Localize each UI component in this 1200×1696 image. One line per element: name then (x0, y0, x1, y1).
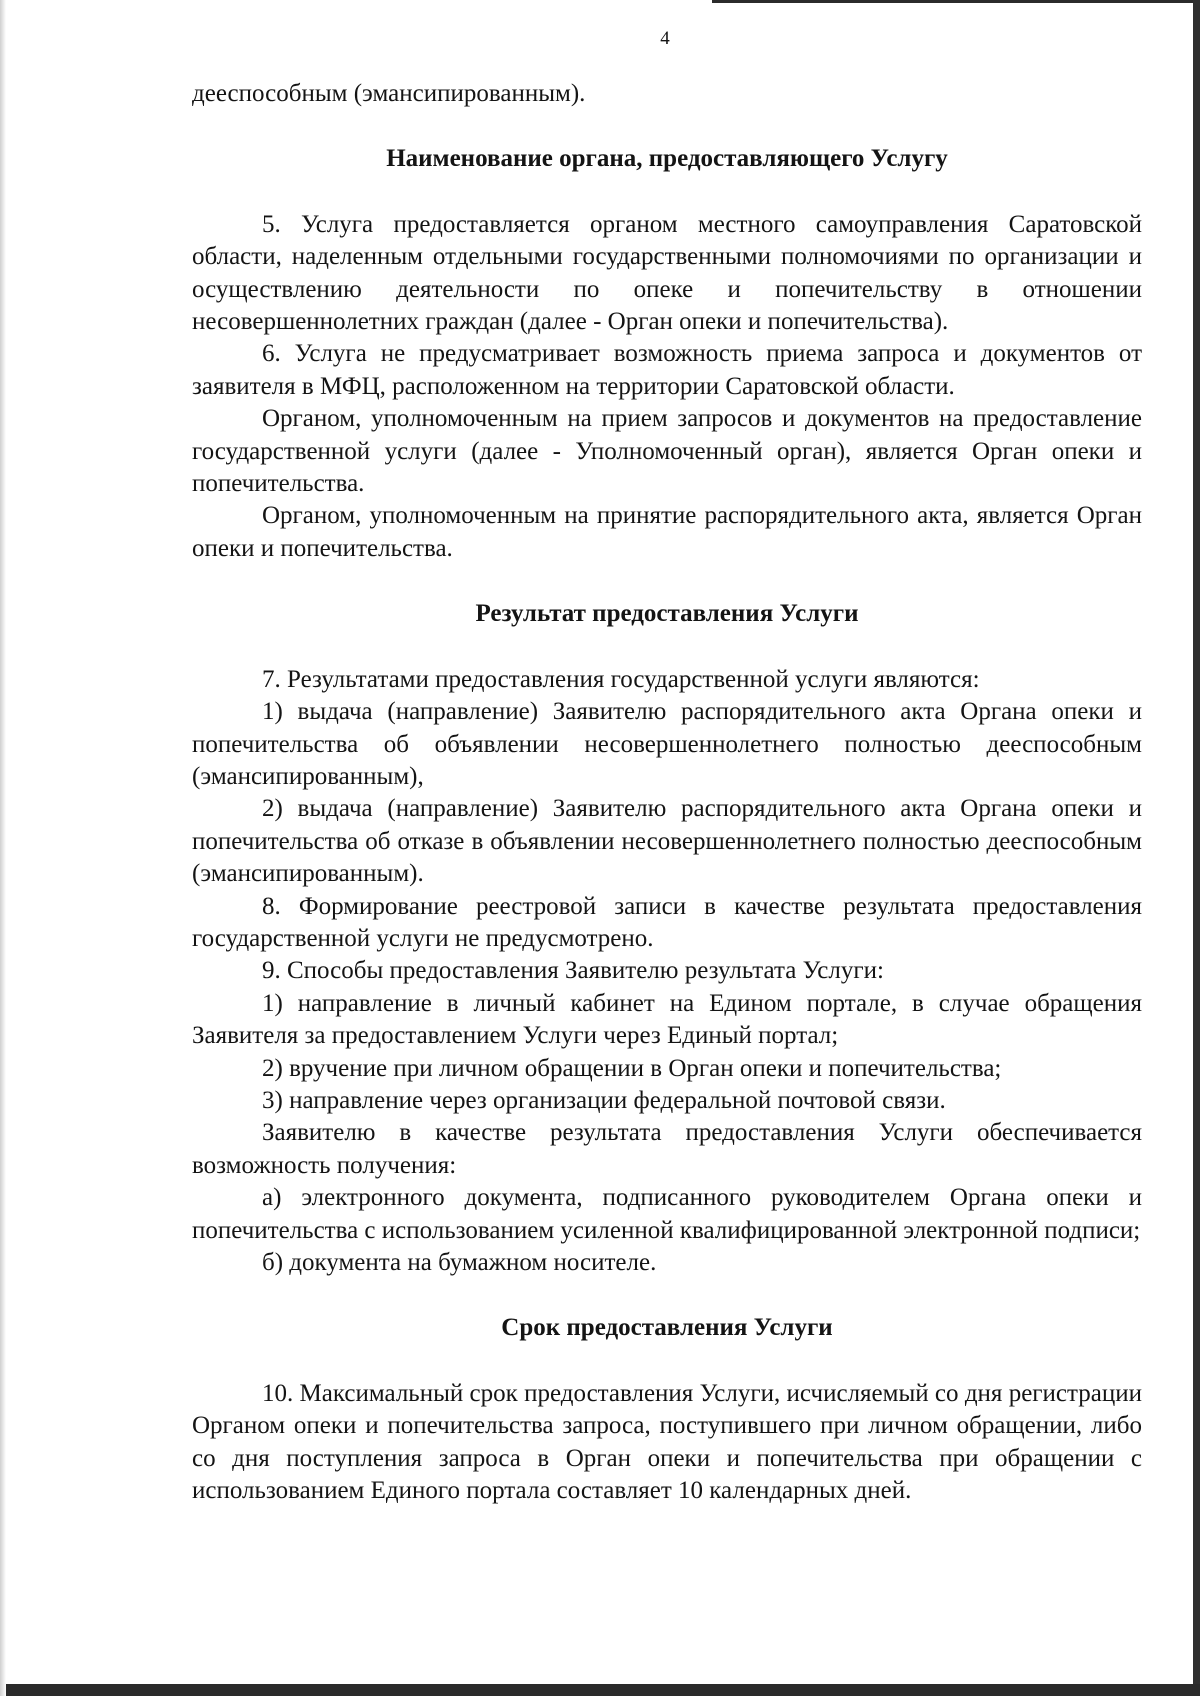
paragraph-6: 6. Услуга не предусматривает возможность приема запроса и документов от заявителя в МФЦ, расположенном на территории Саратовской области. (192, 340, 1142, 400)
continuation-text: дееспособным (эмансипированным). (192, 80, 586, 107)
page-number: 4 (660, 28, 670, 49)
paragraph-9-options: Заявителю в качестве результата предоставления Услуги обеспечивается возможность получения: (192, 1119, 1142, 1179)
scan-edge-right (1193, 0, 1200, 1696)
paragraph-10: 10. Максимальный срок предоставления Услуги, исчисляемый со дня регистрации Органом опеки и попечительства запроса, поступившего при личном обращении, либо со дня поступления запроса в Орган опеки и попечительства при обращении с использованием Единого портала составляет 10 календарных дней. (192, 1379, 1142, 1505)
paragraph-9-item-1: 1) направление в личный кабинет на Едином портале, в случае обращения Заявителя за предоставлением Услуги через Единый портал; (192, 989, 1142, 1050)
paragraph-8: 8. Формирование реестровой записи в качестве результата предоставления государственной услуги не предусмотрено. (192, 892, 1142, 952)
section-heading-authority: Наименование органа, предоставляющего Услугу (386, 145, 948, 173)
scan-edge-top (712, 0, 1200, 3)
section-heading-term: Срок предоставления Услуги (501, 1314, 833, 1342)
paragraph-5: 5. Услуга предоставляется органом местного самоуправления Саратовской области, наделенным отдельными государственными полномочиями по организации и осуществлению деятельности по опеке и попечительству в отношении несовершеннолетних граждан (далее - Орган опеки и попечительства). (192, 210, 1142, 336)
paragraph-9-item-2: 2) вручение при личном обращении в Орган опеки и попечительства; (262, 1054, 1002, 1082)
paragraph-9: 9. Способы предоставления Заявителю результата Услуги: (262, 957, 884, 985)
paragraph-6-authorized-body: Органом, уполномоченным на прием запросов и документов на предоставление государственной услуги (далее - Уполномоченный орган), является Орган опеки и попечительства. (192, 405, 1142, 498)
paragraph-9-option-a: а) электронного документа, подписанного руководителем Органа опеки и попечительства с использованием усиленной квалифицированной электронной подписи; (192, 1184, 1142, 1244)
paragraph-7: 7. Результатами предоставления государственной услуги являются: (262, 665, 980, 693)
paragraph-7-item-2: 2) выдача (направление) Заявителю распорядительного акта Органа опеки и попечительства об отказе в объявлении несовершеннолетнего полностью дееспособным (эмансипированным). (192, 795, 1142, 888)
paragraph-9-item-3: 3) направление через организации федеральной почтовой связи. (262, 1086, 946, 1114)
paragraph-7-item-1: 1) выдача (направление) Заявителю распорядительного акта Органа опеки и попечительства об объявлении несовершеннолетнего полностью дееспособным (эмансипированным), (192, 698, 1142, 790)
paragraph-9-option-b: б) документа на бумажном носителе. (262, 1249, 657, 1276)
scan-edge-bottom (0, 1684, 1200, 1696)
paragraph-6-decision-body: Органом, уполномоченным на принятие распорядительного акта, является Орган опеки и попечительства. (192, 502, 1142, 562)
document-body (192, 78, 1142, 1507)
scan-edge-left (0, 0, 6, 1696)
section-heading-result: Результат предоставления Услуги (475, 600, 859, 628)
